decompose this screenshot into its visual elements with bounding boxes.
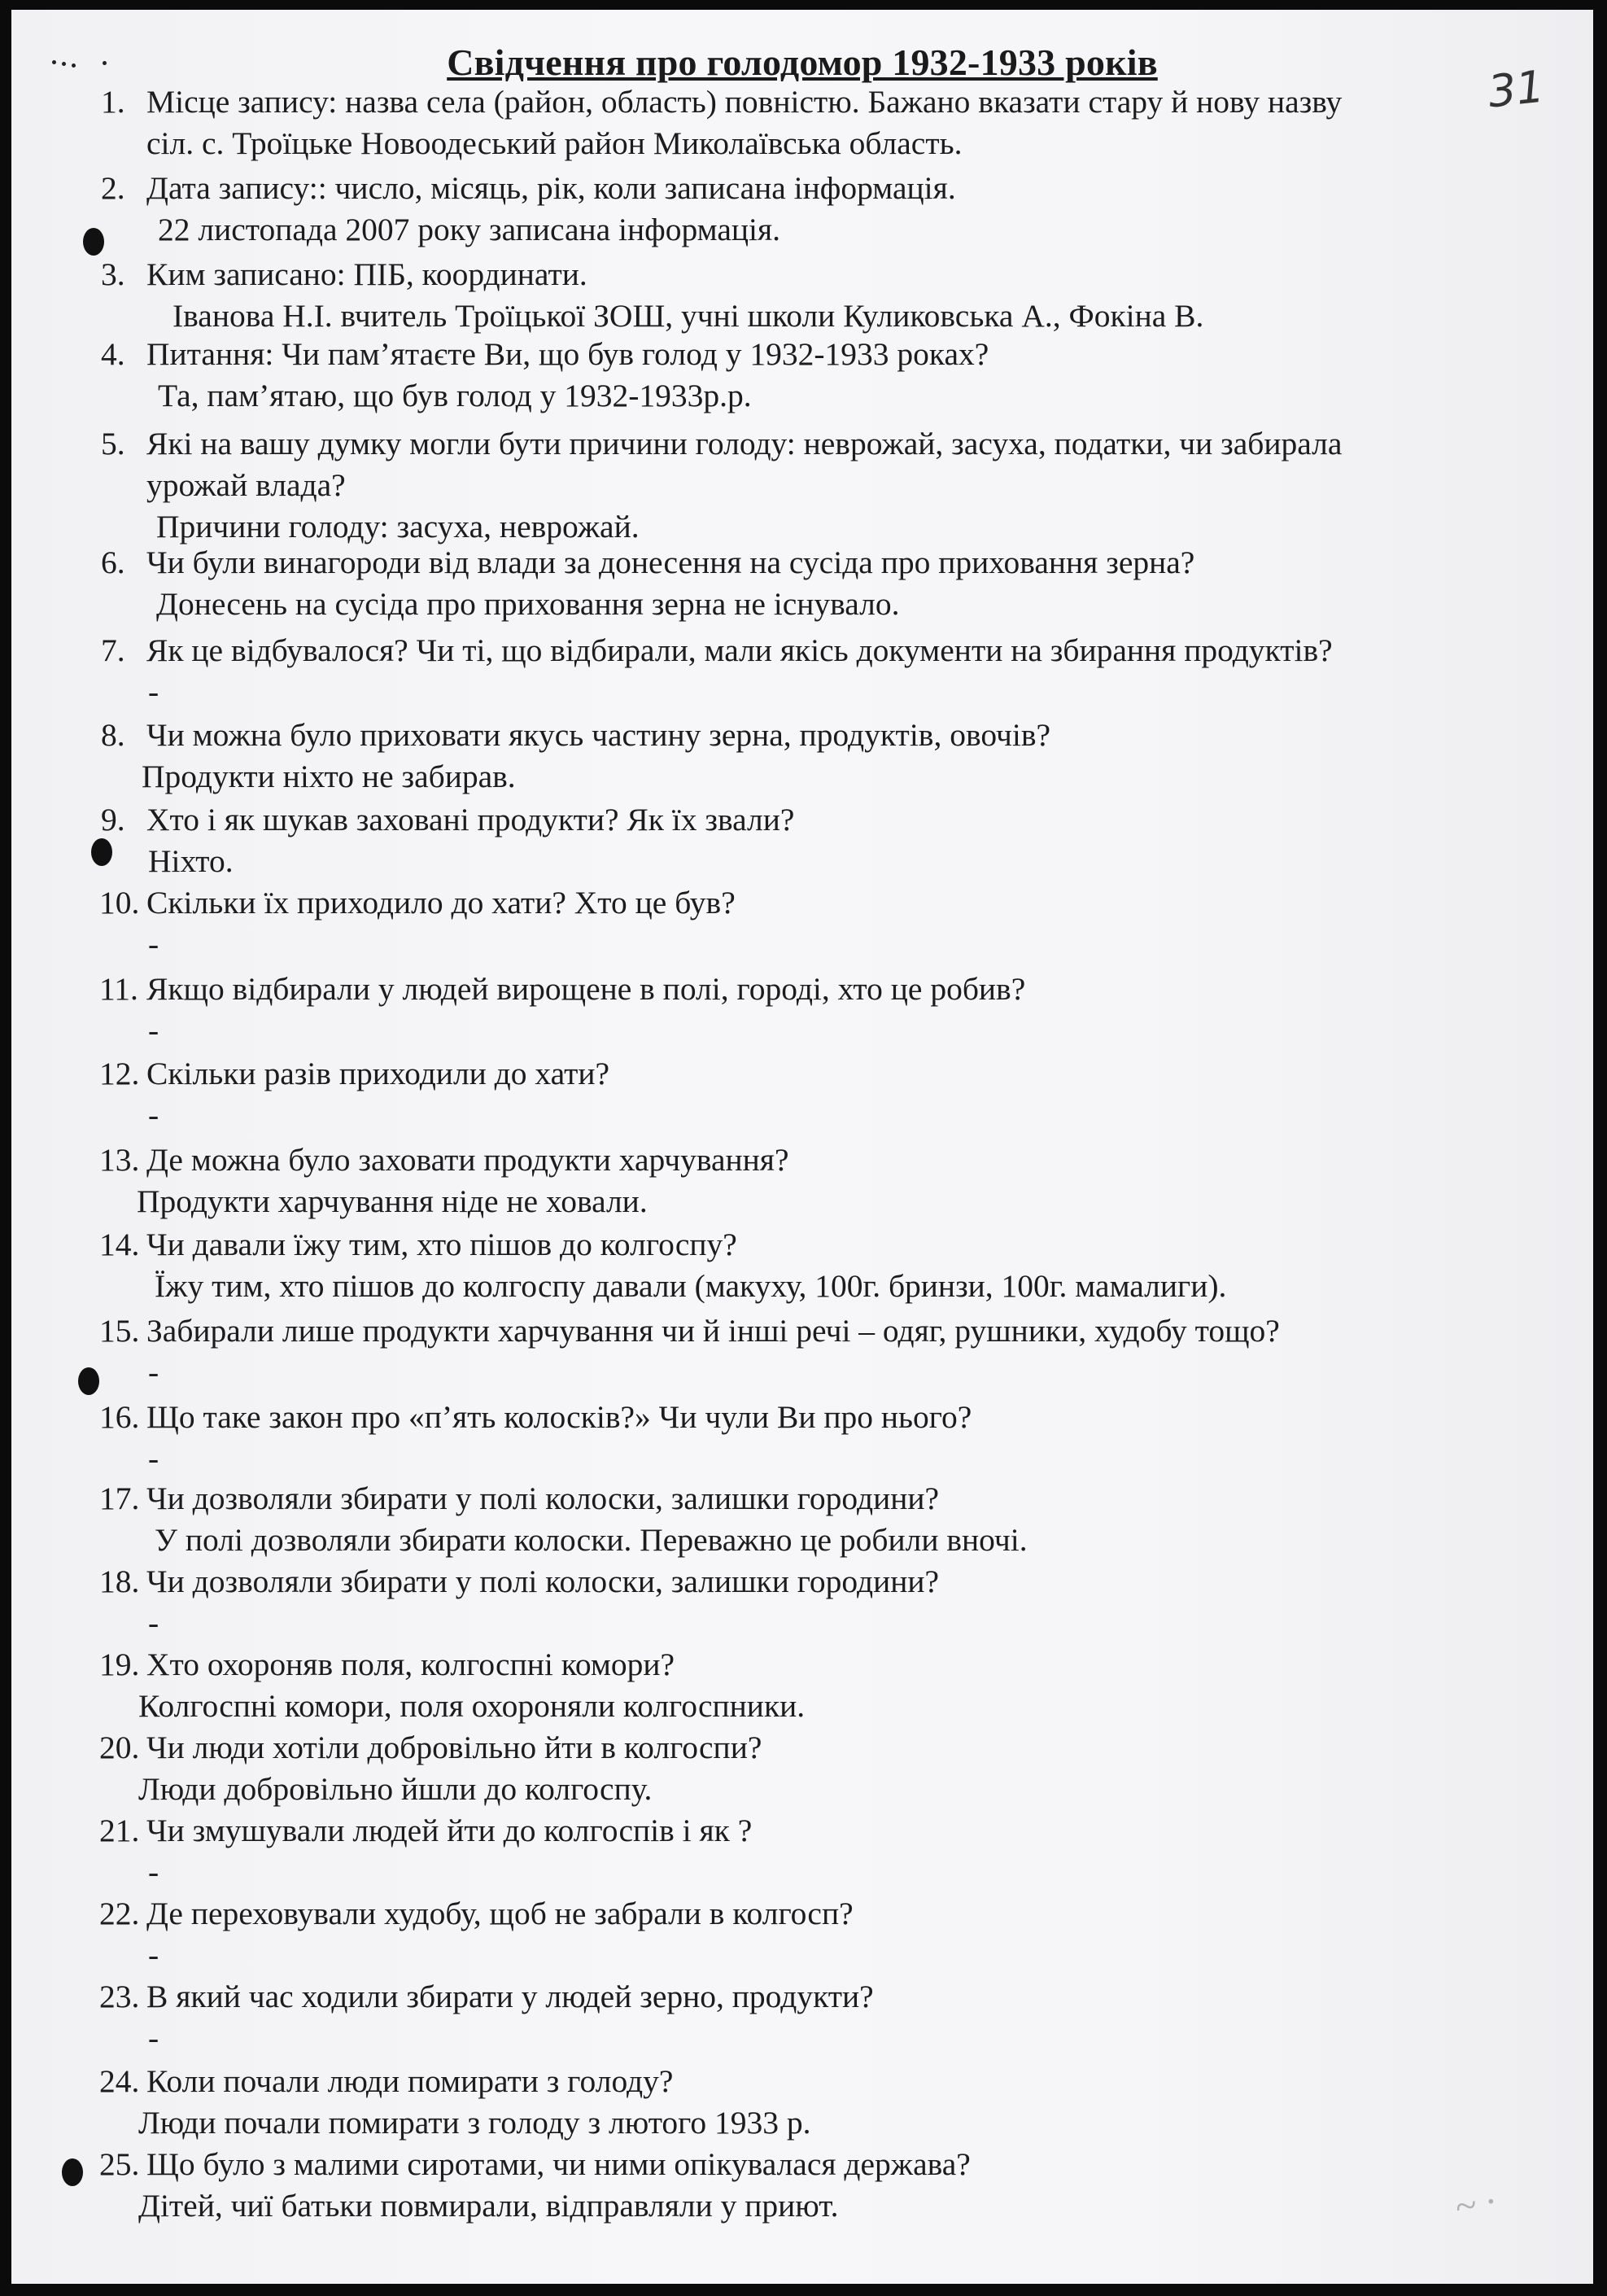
question-text: Забирали лише продукти харчування чи й інші речі – одяг, рушники, худобу тощо? [146, 1313, 1280, 1349]
answer-text: Продукти ніхто не забирав. [142, 759, 516, 794]
answer-text: - [148, 1441, 159, 1476]
answer-text: Донесень на сусіда про приховання зерна не існувало. [156, 586, 900, 622]
answer-text: - [148, 1012, 159, 1048]
question-text: Які на вашу думку могли бути причини голоду: неврожай, засуха, податки, чи забирала [146, 426, 1343, 461]
item-number: 4. [101, 336, 125, 372]
item-number: 17. [99, 1480, 140, 1516]
question-text: сіл. с. Троїцьке Новоодеський район Миколаївська область. [146, 125, 963, 161]
question-text: Чи можна було приховати якусь частину зерна, продуктів, овочів? [146, 717, 1051, 753]
item-number: 25. [99, 2146, 140, 2182]
item-number: 2. [101, 170, 125, 206]
item-number: 19. [99, 1647, 140, 1682]
item-number: 24. [99, 2063, 140, 2099]
answer-text: Люди почали помирати з голоду з лютого 1933 р. [138, 2105, 811, 2141]
item-number: 8. [101, 717, 125, 753]
answer-text: - [148, 674, 159, 710]
question-text: Ким записано: ПІБ, координати. [146, 256, 587, 292]
answer-text: У полі дозволяли збирати колоски. Переважно це робили вночі. [155, 1522, 1028, 1558]
item-number: 9. [101, 802, 125, 837]
answer-text: Ніхто. [148, 843, 234, 879]
item-number: 23. [99, 1979, 140, 2014]
punch-hole [83, 228, 104, 256]
item-number: 7. [101, 632, 125, 668]
item-number: 16. [99, 1399, 140, 1435]
question-text: Місце запису: назва села (район, область) повністю. Бажано вказати стару й нову назву [146, 84, 1343, 120]
item-number: 22. [99, 1896, 140, 1931]
document-title: Свідчення про голодомор 1932-1933 років [447, 42, 1158, 83]
answer-text: Та, пам’ятаю, що був голод у 1932-1933р.р. [158, 378, 752, 413]
item-number: 5. [101, 426, 125, 461]
question-text: Чи були винагороди від влади за донесення на сусіда про приховання зерна? [146, 544, 1195, 580]
question-text: Хто охороняв поля, колгоспні комори? [146, 1647, 675, 1682]
answer-text: - [148, 1097, 159, 1133]
question-text: Де переховували худобу, щоб не забрали в колгосп? [146, 1896, 854, 1931]
question-text: Скільки їх приходило до хати? Хто це був? [146, 885, 736, 921]
punch-hole [91, 838, 112, 866]
answer-text: - [148, 1854, 159, 1890]
punch-hole [78, 1367, 99, 1395]
answer-text: - [148, 926, 159, 962]
item-number: 12. [99, 1056, 140, 1091]
item-number: 21. [99, 1813, 140, 1848]
question-text: Де можна було заховати продукти харчування? [146, 1142, 789, 1178]
pencil-mark: ~ · [1451, 2180, 1500, 2229]
answer-text: Дітей, чиї батьки повмирали, відправляли у приют. [138, 2188, 839, 2224]
answer-text: - [148, 1605, 159, 1641]
question-text: Коли почали люди помирати з голоду? [146, 2063, 674, 2099]
question-text: Як це відбувалося? Чи ті, що відбирали, мали якісь документи на збирання продуктів? [146, 632, 1333, 668]
answer-text: Колгоспні комори, поля охороняли колгоспники. [138, 1688, 806, 1724]
item-number: 13. [99, 1142, 140, 1178]
question-text: В який час ходили збирати у людей зерно, продукти? [146, 1979, 874, 2014]
item-number: 18. [99, 1563, 140, 1599]
question-text: урожай влада? [146, 467, 346, 503]
answer-text: - [148, 1354, 159, 1390]
question-text: Що таке закон про «п’ять колосків?» Чи чули Ви про нього? [146, 1399, 972, 1435]
answer-text: Продукти харчування ніде не ховали. [137, 1183, 648, 1219]
question-text: Чи давали їжу тим, хто пішов до колгоспу? [146, 1227, 737, 1262]
answer-text: Їжу тим, хто пішов до колгоспу давали (макуху, 100г. бринзи, 100г. мамалиги). [155, 1268, 1227, 1304]
question-text: Що було з малими сиротами, чи ними опікувалася держава? [146, 2146, 971, 2182]
question-text: Чи дозволяли збирати у полі колоски, залишки городини? [146, 1480, 940, 1516]
item-number: 1. [101, 84, 125, 120]
question-text: Скільки разів приходили до хати? [146, 1056, 610, 1091]
item-number: 6. [101, 544, 125, 580]
question-text: Чи змушували людей йти до колгоспів і як ? [146, 1813, 753, 1848]
item-number: 11. [99, 971, 138, 1007]
answer-text: Іванова Н.І. вчитель Троїцької ЗОШ, учні школи Куликовська А., Фокіна В. [172, 298, 1204, 334]
item-number: 3. [101, 256, 125, 292]
answer-text: - [148, 2020, 159, 2056]
item-number: 14. [99, 1227, 140, 1262]
document-page [11, 10, 1593, 2284]
question-text: Хто і як шукав заховані продукти? Як їх звали? [146, 802, 795, 837]
answer-text: 22 листопада 2007 року записана інформація. [158, 212, 781, 247]
answer-text: - [148, 1937, 159, 1973]
question-text: Чи дозволяли збирати у полі колоски, залишки городини? [146, 1563, 940, 1599]
item-number: 15. [99, 1313, 140, 1349]
question-text: Чи люди хотіли добровільно йти в колгоспи? [146, 1730, 762, 1765]
answer-text: Люди добровільно йшли до колгоспу. [138, 1771, 653, 1807]
punch-hole [62, 2158, 83, 2186]
question-text: Якщо відбирали у людей вирощене в полі, городі, хто це робив? [146, 971, 1026, 1007]
page-number: 31 [1486, 60, 1548, 118]
question-text: Питання: Чи пам’ятаєте Ви, що був голод у 1932-1933 роках? [146, 336, 989, 372]
answer-text: Причини голоду: засуха, неврожай. [156, 509, 640, 544]
item-number: 20. [99, 1730, 140, 1765]
question-text: Дата запису:: число, місяць, рік, коли записана інформація. [146, 170, 956, 206]
item-number: 10. [99, 885, 140, 921]
